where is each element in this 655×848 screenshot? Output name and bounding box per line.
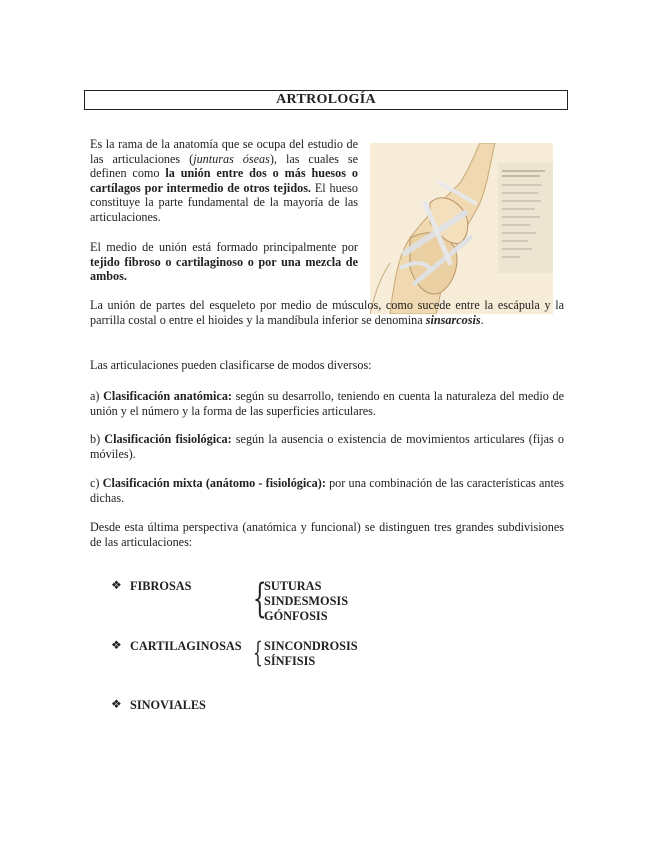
sub-suturas: SUTURAS: [264, 579, 322, 593]
class-b-text: según la ausencia o existencia de movimientos articulares (fijas o móviles).: [90, 432, 565, 461]
sub-sinfisis: SÍNFISIS: [264, 654, 316, 668]
page-title: [84, 90, 568, 110]
medium-paragraph: [90, 240, 358, 284]
diamond-bullet-icon: ❖: [111, 697, 122, 711]
diamond-bullet-icon: ❖: [111, 578, 122, 592]
class-a-prefix: a): [90, 389, 104, 403]
classify-intro: Las articulaciones pueden clasificarse de modos diversos:: [90, 358, 372, 372]
intro-paragraph: [90, 137, 358, 225]
class-a-paragraph: [90, 389, 564, 418]
intro-definition: la unión entre dos o más huesos o cartílagos por intermedio de otros tejidos.: [90, 166, 358, 195]
sinsarcosis-period: .: [480, 312, 484, 327]
class-c-label: Clasificación mixta (anátomo - fisiológica):: [102, 476, 326, 490]
group-sinoviales: SINOVIALES: [130, 698, 206, 712]
diamond-bullet-icon: ❖: [111, 638, 122, 652]
class-b-prefix: b): [90, 432, 105, 446]
class-b-label: Clasificación fisiológica:: [104, 432, 232, 446]
joint-illustration: [370, 143, 553, 314]
joint-anatomy-figure: [370, 143, 553, 314]
medium-bold: tejido fibroso o cartilaginoso o por una mezcla de ambos.: [90, 254, 358, 284]
sub-sindesmosis: SINDESMOSIS: [264, 594, 349, 608]
class-c-text: por una combinación de las características antes dichas.: [90, 476, 565, 505]
group-fibrosas: FIBROSAS: [130, 579, 192, 593]
subdivisions-intro: Desde esta última perspectiva (anatómica y funcional) se distinguen tres grandes subdivisiones de las articulaciones:: [90, 520, 564, 549]
intro-text-3: El hueso constituye la parte fundamental de la mayoría de las articulaciones.: [90, 180, 358, 224]
intro-emphasis: junturas óseas: [193, 151, 270, 166]
class-a-text: según su desarrollo, teniendo en cuenta la naturaleza del medio de unión y el número y la forma de las superficies articulares.: [90, 389, 565, 418]
sinsarcosis-term: sinsarcosis: [425, 312, 481, 327]
class-a-label: Clasificación anatómica:: [103, 389, 232, 403]
class-c-prefix: c): [90, 476, 103, 490]
intro-text-2: ), las cuales se definen como: [90, 151, 358, 181]
brace-cartilaginosas: {: [253, 636, 263, 669]
sub-gonfosis: GÓNFOSIS: [264, 609, 328, 623]
intro-text-1: Es la rama de la anatomía que se ocupa del estudio de las articulaciones (: [90, 137, 358, 166]
sinsarcosis-paragraph-full: [90, 298, 564, 327]
medium-text: El medio de unión está formado principalmente por: [90, 240, 358, 254]
brace-fibrosas: {: [252, 576, 267, 622]
sub-sincondrosis: SINCONDROSIS: [264, 639, 358, 653]
group-cartilaginosas: CARTILAGINOSAS: [130, 639, 242, 653]
page-title-text: ARTROLOGÍA: [276, 92, 376, 107]
class-b-paragraph: [90, 432, 564, 461]
class-c-paragraph: [90, 476, 564, 505]
sinsarcosis-text: La unión de partes del esqueleto por medio de músculos, como sucede entre la escápula y la parrilla costal o entre el hioides y la mandíbula inferior se denomina: [90, 298, 564, 327]
